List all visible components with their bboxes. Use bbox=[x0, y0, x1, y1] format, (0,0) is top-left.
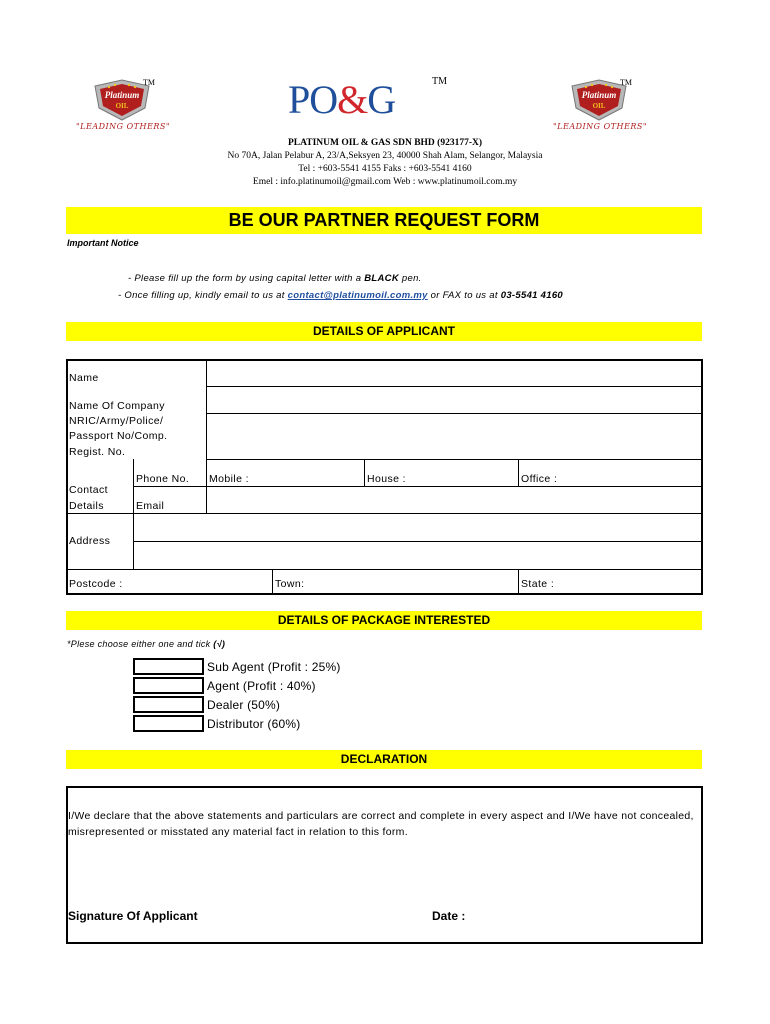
town-field[interactable] bbox=[313, 570, 518, 593]
contact-email-link[interactable]: contact@platinumoil.com.my bbox=[287, 290, 428, 301]
package-note bbox=[67, 639, 225, 649]
label-town: Town: bbox=[275, 578, 305, 590]
notice-text: pen. bbox=[398, 273, 422, 284]
checkbox-sub-agent[interactable] bbox=[133, 658, 204, 675]
postcode-field[interactable] bbox=[138, 570, 272, 593]
state-field[interactable] bbox=[558, 570, 701, 593]
section-applicant: DETAILS OF APPLICANT bbox=[66, 322, 702, 341]
brand-text-po: PO bbox=[288, 77, 338, 122]
option-sub-agent: Sub Agent (Profit : 25%) bbox=[207, 660, 341, 674]
option-dealer: Dealer (50%) bbox=[207, 698, 281, 712]
checkbox-distributor[interactable] bbox=[133, 715, 204, 732]
label-company-1: Name Of Company bbox=[69, 400, 165, 412]
logo-subtext: OIL bbox=[115, 102, 129, 110]
signature-label: Signature Of Applicant bbox=[68, 909, 198, 923]
notice-text: - Please fill up the form by using capital letter with a bbox=[128, 273, 365, 284]
applicant-table bbox=[66, 359, 703, 595]
email-field[interactable] bbox=[207, 487, 701, 513]
house-field[interactable] bbox=[408, 460, 518, 486]
company-email-web: Emel : info.platinumoil@gmail.com Web : www.platinumoil.com.my bbox=[252, 177, 518, 187]
logo-text: Platinum bbox=[581, 90, 617, 100]
name-field[interactable] bbox=[207, 361, 701, 386]
option-agent: Agent (Profit : 40%) bbox=[207, 679, 316, 693]
brand-trademark: TM bbox=[432, 76, 447, 87]
declaration-text: I/We declare that the above statements and particulars are correct and complete in every aspect and I/We have not concealed, misrepresented or misstated any material fact in relation to this form. bbox=[68, 810, 694, 838]
label-company-3: Passport No/Comp. bbox=[69, 430, 168, 442]
fax-number: 03-5541 4160 bbox=[500, 290, 564, 301]
section-declaration: DECLARATION bbox=[66, 750, 702, 769]
trademark: TM bbox=[143, 78, 155, 87]
notice-text: or FAX to us at bbox=[427, 290, 501, 301]
logo-tagline: "LEADING OTHERS" bbox=[75, 122, 170, 131]
label-phone-no: Phone No. bbox=[136, 473, 190, 485]
date-field[interactable] bbox=[475, 900, 695, 930]
office-field[interactable] bbox=[563, 460, 701, 486]
company-name: PLATINUM OIL & GAS SDN BHD (923177-X) bbox=[287, 138, 483, 148]
label-office: Office : bbox=[521, 473, 558, 485]
package-note-text: *Plese choose either one and tick bbox=[67, 639, 214, 649]
logo-subtext: OIL bbox=[592, 102, 606, 110]
label-address: Address bbox=[69, 535, 111, 547]
date-label: Date : bbox=[432, 909, 466, 923]
notice-line-2 bbox=[118, 290, 563, 301]
brand-text-amp: & bbox=[337, 77, 368, 122]
logo-tagline: "LEADING OTHERS" bbox=[552, 122, 647, 131]
label-email: Email bbox=[136, 500, 165, 512]
notice-black: BLACK bbox=[364, 273, 399, 284]
platinum-oil-logo-left bbox=[63, 78, 183, 138]
tick-mark: (√) bbox=[213, 639, 226, 649]
logo-text: Platinum bbox=[104, 90, 140, 100]
brand-text-g: G bbox=[367, 77, 396, 122]
label-contact-2: Details bbox=[69, 500, 104, 512]
form-title: BE OUR PARTNER REQUEST FORM bbox=[66, 207, 702, 234]
label-company-4: Regist. No. bbox=[69, 446, 126, 458]
trademark: TM bbox=[620, 78, 632, 87]
label-company-2: NRIC/Army/Police/ bbox=[69, 415, 164, 427]
label-state: State : bbox=[521, 578, 555, 590]
company-phone: Tel : +603-5541 4155 Faks : +603-5541 4160 bbox=[298, 164, 472, 174]
label-name: Name bbox=[69, 372, 99, 384]
label-contact-1: Contact bbox=[69, 484, 108, 496]
checkbox-agent[interactable] bbox=[133, 677, 204, 694]
platinum-oil-logo-right bbox=[540, 78, 660, 138]
signature-field[interactable] bbox=[210, 900, 410, 930]
option-distributor: Distributor (60%) bbox=[207, 717, 301, 731]
company-address: No 70A, Jalan Pelabur A, 23/A,Seksyen 23, 40000 Shah Alam, Selangor, Malaysia bbox=[227, 151, 543, 161]
mobile-field[interactable] bbox=[268, 460, 364, 486]
label-house: House : bbox=[367, 473, 406, 485]
notice-text: - Once filling up, kindly email to us at bbox=[118, 290, 288, 301]
label-postcode: Postcode : bbox=[69, 578, 123, 590]
label-mobile: Mobile : bbox=[209, 473, 249, 485]
section-package: DETAILS OF PACKAGE INTERESTED bbox=[66, 611, 702, 630]
company-field[interactable] bbox=[207, 414, 701, 459]
notice-line-1 bbox=[128, 273, 422, 284]
brand-logo bbox=[288, 76, 395, 123]
notice-label: Important Notice bbox=[67, 238, 139, 248]
address-field[interactable] bbox=[134, 514, 701, 569]
checkbox-dealer[interactable] bbox=[133, 696, 204, 713]
